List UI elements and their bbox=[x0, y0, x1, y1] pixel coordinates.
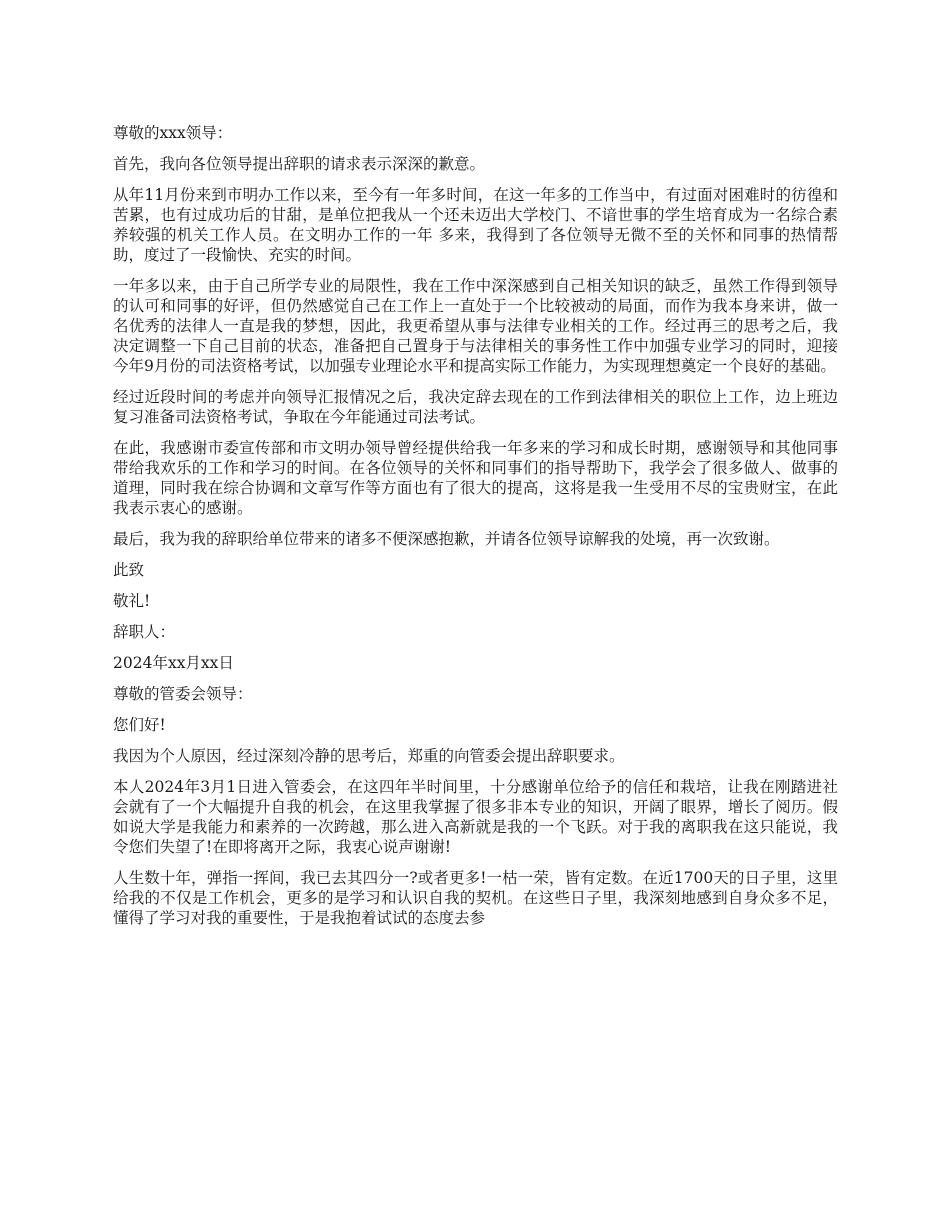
paragraph-apology: 首先，我向各位领导提出辞职的请求表示深深的歉意。 bbox=[113, 155, 486, 173]
document-body bbox=[113, 123, 838, 928]
date-line: 2024年xx月xx日 bbox=[113, 654, 234, 672]
paragraph-gratitude: 本人2024年3月1日进入管委会，在这四年半时间里，十分感谢单位给予的信任和栽培，让我在刚踏进社会就有了一个大幅提升自我的机会，在这里我掌握了很多非本专业的知识，开阔了眼界，增长了阅历。假如说大学是我能力和素养的一次跨越，那么进入高新就是我的一个飞跃。对于我的离职我在这只能说，我令您们失望了!在即将离开之际，我衷心说声谢谢! bbox=[113, 778, 838, 856]
paragraph-thanks: 在此，我感谢市委宣传部和市文明办领导曾经提供给我一年多来的学习和成长时期，感谢领导和其他同事带给我欢乐的工作和学习的时间。在各位领导的关怀和同事们的指导帮助下，我学会了很多做人、做事的道理，同时我在综合协调和文章写作等方面也有了很大的提高，这将是我一生受用不尽的宝贵财宝，在此我表示衷心的感谢。 bbox=[113, 439, 838, 517]
salutation: 尊敬的xxx领导： bbox=[113, 124, 233, 142]
paragraph-work-history: 从年11月份来到市明办工作以来，至今有一年多时间，在这一年多的工作当中，有过面对困难时的彷徨和苦累，也有过成功后的甘甜，是单位把我从一个还未迈出大学校门、不谙世事的学生培育成为一名综合素养较强的机关工作人员。在文明办工作的一年 多来，我得到了各位领导无微不至的关怀和同事的热情帮助，度过了一段愉快、充实的时间。 bbox=[113, 186, 838, 264]
paragraph-resignation-request: 我因为个人原因，经过深刻冷静的思考后，郑重的向管委会提出辞职要求。 bbox=[113, 747, 625, 765]
signature-line: 辞职人： bbox=[113, 623, 176, 641]
paragraph-reason: 一年多以来，由于自己所学专业的局限性，我在工作中深深感到自己相关知识的缺乏，虽然工作得到领导的认可和同事的好评，但仍然感觉自己在工作上一直处于一个比较被动的局面，而作为我本身来讲，做一名优秀的法律人一直是我的梦想，因此，我更希望从事与法律专业相关的工作。经过再三的思考之后，我决定调整一下自己目前的状态，准备把自己置身于与法律相关的事务性工作中加强专业学习的同时，迎接今年9月份的司法资格考试，以加强专业理论水平和提高实际工作能力，为实现理想奠定一个良好的基础。 bbox=[113, 277, 838, 375]
closing-cizhi: 此致 bbox=[113, 561, 145, 579]
closing-jingli: 敬礼! bbox=[113, 592, 151, 610]
paragraph-closing: 最后，我为我的辞职给单位带来的诸多不便深感抱歉，并请各位领导谅解我的处境，再一次致谢。 bbox=[113, 530, 780, 548]
paragraph-reflection: 人生数十年，弹指一挥间，我已去其四分一?或者更多!一枯一荣，皆有定数。在近1700天的日子里，这里给我的不仅是工作机会，更多的是学习和认识自我的契机。在这些日子里，我深刻地感到自身众多不足，懂得了学习对我的重要性，于是我抱着试试的态度去参 bbox=[113, 869, 838, 927]
paragraph-decision: 经过近段时间的考虑并向领导汇报情况之后，我决定辞去现在的工作到法律相关的职位上工作，边上班边复习准备司法资格考试，争取在今年能通过司法考试。 bbox=[113, 388, 838, 426]
salutation-second: 尊敬的管委会领导： bbox=[113, 685, 253, 703]
greeting: 您们好! bbox=[113, 716, 166, 734]
